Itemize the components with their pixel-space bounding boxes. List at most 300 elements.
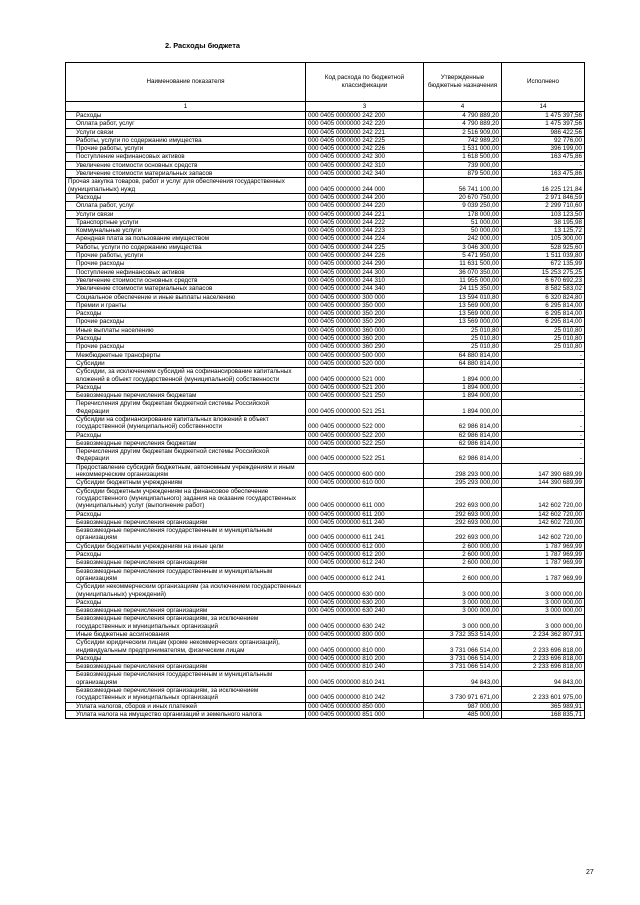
column-number: 3 (306, 102, 424, 112)
row-name-cell: Прочие расходы (66, 343, 306, 351)
row-executed-cell: - (502, 448, 585, 464)
table-row (66, 202, 585, 210)
row-name-cell: Расходы (66, 598, 306, 606)
row-executed-cell: 1 787 969,99 (502, 551, 585, 559)
table-row (66, 318, 585, 326)
row-approved-cell: 2 600 000,00 (424, 551, 502, 559)
table-row (66, 479, 585, 487)
table-row (66, 351, 585, 359)
row-name-cell: Расходы (66, 310, 306, 318)
row-approved-cell: 62 986 814,00 (424, 431, 502, 439)
row-approved-cell: 1 894 000,00 (424, 368, 502, 384)
row-name-cell: Прочие расходы (66, 318, 306, 326)
row-code-cell: 000 0405 0000000 244 290 (306, 260, 424, 268)
row-name-cell: Субсидии некоммерческим организациям (за исключением государственных (муниципальных) учреждений) (66, 583, 306, 599)
row-name-cell: Расходы (66, 654, 306, 662)
row-name-cell: Безвозмездные перечисления бюджетам (66, 392, 306, 400)
row-name-cell: Безвозмездные перечисления организациям (66, 607, 306, 615)
row-code-cell: 000 0405 0000000 611 000 (306, 487, 424, 510)
row-approved-cell: 13 569 000,00 (424, 310, 502, 318)
row-approved-cell: 3 000 000,00 (424, 615, 502, 631)
page-number: 27 (586, 869, 594, 876)
row-approved-cell: 11 955 000,00 (424, 276, 502, 284)
row-approved-cell: 20 670 750,00 (424, 193, 502, 201)
row-code-cell: 000 0405 0000000 242 221 (306, 128, 424, 136)
row-code-cell: 000 0405 0000000 612 240 (306, 559, 424, 567)
row-name-cell: Услуги связи (66, 128, 306, 136)
table-row (66, 285, 585, 293)
table-row (66, 128, 585, 136)
row-approved-cell: 25 010,80 (424, 343, 502, 351)
row-executed-cell: 105 300,00 (502, 235, 585, 243)
row-executed-cell: 25 010,80 (502, 335, 585, 343)
row-code-cell: 000 0405 0000000 630 200 (306, 598, 424, 606)
row-code-cell: 000 0405 0000000 360 290 (306, 343, 424, 351)
row-name-cell: Расходы (66, 510, 306, 518)
row-approved-cell: 50 000,00 (424, 227, 502, 235)
row-executed-cell: - (502, 359, 585, 367)
row-code-cell: 000 0405 0000000 630 000 (306, 583, 424, 599)
row-executed-cell: 6 670 692,23 (502, 276, 585, 284)
table-row (66, 448, 585, 464)
row-code-cell: 000 0405 0000000 350 290 (306, 318, 424, 326)
row-name-cell: Коммунальные услуги (66, 227, 306, 235)
row-approved-cell: 3 046 300,00 (424, 243, 502, 251)
row-code-cell: 000 0405 0000000 242 225 (306, 136, 424, 144)
table-row (66, 583, 585, 599)
row-code-cell: 000 0405 0000000 520 000 (306, 359, 424, 367)
row-code-cell: 000 0405 0000000 244 225 (306, 243, 424, 251)
row-executed-cell: 2 234 362 807,91 (502, 631, 585, 639)
row-approved-cell: 292 693 000,00 (424, 527, 502, 543)
row-code-cell: 000 0405 0000000 612 241 (306, 567, 424, 583)
row-name-cell: Иные бюджетные ассигнования (66, 631, 306, 639)
table-row (66, 193, 585, 201)
row-code-cell: 000 0405 0000000 242 310 (306, 161, 424, 169)
row-approved-cell: 3 000 000,00 (424, 598, 502, 606)
row-code-cell: 000 0405 0000000 522 251 (306, 448, 424, 464)
row-code-cell: 000 0405 0000000 522 250 (306, 439, 424, 447)
row-code-cell: 000 0405 0000000 242 200 (306, 112, 424, 120)
row-code-cell: 000 0405 0000000 521 200 (306, 383, 424, 391)
table-row (66, 392, 585, 400)
row-executed-cell: 142 602 720,00 (502, 510, 585, 518)
row-code-cell: 000 0405 0000000 630 240 (306, 607, 424, 615)
row-code-cell: 000 0405 0000000 521 251 (306, 400, 424, 416)
row-executed-cell: 142 602 720,00 (502, 487, 585, 510)
row-name-cell: Субсидии юридическим лицам (кроме некоммерческих организаций), индивидуальным предпринимателям, физическим лицам (66, 639, 306, 655)
row-code-cell: 000 0405 0000000 522 000 (306, 415, 424, 431)
row-approved-cell: 1 531 000,00 (424, 145, 502, 153)
row-approved-cell: 56 741 100,00 (424, 178, 502, 194)
row-code-cell: 000 0405 0000000 242 226 (306, 145, 424, 153)
row-code-cell: 000 0405 0000000 244 224 (306, 235, 424, 243)
row-approved-cell: 3 000 000,00 (424, 583, 502, 599)
table-row (66, 567, 585, 583)
row-executed-cell: 6 295 814,00 (502, 301, 585, 309)
row-executed-cell: 25 010,80 (502, 343, 585, 351)
row-executed-cell: 396 199,00 (502, 145, 585, 153)
row-code-cell: 000 0405 0000000 244 300 (306, 268, 424, 276)
row-code-cell: 000 0405 0000000 242 220 (306, 120, 424, 128)
row-approved-cell: 5 471 950,00 (424, 252, 502, 260)
section-title: 2. Расходы бюджета (165, 41, 240, 50)
table-row (66, 227, 585, 235)
row-executed-cell: 16 225 121,84 (502, 178, 585, 194)
row-approved-cell: 2 600 000,00 (424, 559, 502, 567)
table-row (66, 252, 585, 260)
row-executed-cell: 142 602 720,00 (502, 527, 585, 543)
table-row (66, 463, 585, 479)
row-code-cell: 000 0405 0000000 242 300 (306, 153, 424, 161)
row-executed-cell: 94 843,00 (502, 671, 585, 687)
row-name-cell: Увеличение стоимости материальных запасов (66, 170, 306, 178)
column-number: 1 (66, 102, 306, 112)
row-name-cell: Увеличение стоимости основных средств (66, 276, 306, 284)
row-executed-cell: 15 253 275,25 (502, 268, 585, 276)
row-approved-cell: 292 693 000,00 (424, 518, 502, 526)
row-executed-cell: 528 925,60 (502, 243, 585, 251)
row-executed-cell: 1 787 969,99 (502, 559, 585, 567)
table-row (66, 654, 585, 662)
table-row (66, 687, 585, 703)
row-code-cell: 000 0405 0000000 810 241 (306, 671, 424, 687)
row-approved-cell: 292 693 000,00 (424, 510, 502, 518)
table-row (66, 383, 585, 391)
table-row (66, 178, 585, 194)
row-name-cell: Арендная плата за пользование имуществом (66, 235, 306, 243)
row-name-cell: Прочие работы, услуги (66, 145, 306, 153)
row-code-cell: 000 0405 0000000 810 242 (306, 687, 424, 703)
row-name-cell: Безвозмездные перечисления организациям (66, 518, 306, 526)
row-approved-cell: 298 293 000,00 (424, 463, 502, 479)
row-code-cell: 000 0405 0000000 244 226 (306, 252, 424, 260)
table-row (66, 326, 585, 334)
row-code-cell: 000 0405 0000000 600 000 (306, 463, 424, 479)
row-code-cell: 000 0405 0000000 851 000 (306, 710, 424, 718)
row-name-cell: Субсидии бюджетным учреждениям на финансовое обеспечение государственного (муниципального) задания на оказание государственных (муниципальных) услуг (выполнение работ) (66, 487, 306, 510)
row-approved-cell: 3 730 971 671,00 (424, 687, 502, 703)
column-number: 4 (424, 102, 502, 112)
row-approved-cell: 62 986 814,00 (424, 415, 502, 431)
row-name-cell: Поступление нефинансовых активов (66, 153, 306, 161)
row-executed-cell: 25 010,80 (502, 326, 585, 334)
row-name-cell: Работы, услуги по содержанию имущества (66, 243, 306, 251)
row-code-cell: 000 0405 0000000 810 200 (306, 654, 424, 662)
row-approved-cell: 94 843,00 (424, 671, 502, 687)
row-name-cell: Оплата работ, услуг (66, 202, 306, 210)
row-code-cell: 000 0405 0000000 244 221 (306, 210, 424, 218)
column-number-row (66, 102, 585, 112)
table-row (66, 210, 585, 218)
row-approved-cell: 4 790 889,20 (424, 120, 502, 128)
row-executed-cell: 2 233 696 818,00 (502, 654, 585, 662)
row-executed-cell: 1 475 397,56 (502, 112, 585, 120)
header-approved: Утвержденные бюджетные назначения (424, 63, 502, 102)
row-name-cell: Расходы (66, 193, 306, 201)
row-code-cell: 000 0405 0000000 611 241 (306, 527, 424, 543)
table-row (66, 400, 585, 416)
table-row (66, 145, 585, 153)
row-approved-cell: 62 986 814,00 (424, 448, 502, 464)
table-row (66, 276, 585, 284)
row-executed-cell: 672 135,99 (502, 260, 585, 268)
row-name-cell: Услуги связи (66, 210, 306, 218)
row-executed-cell: - (502, 392, 585, 400)
row-approved-cell: 178 000,00 (424, 210, 502, 218)
header-code: Код расхода по бюджетной классификации (306, 63, 424, 102)
row-code-cell: 000 0405 0000000 612 200 (306, 551, 424, 559)
row-code-cell: 000 0405 0000000 350 200 (306, 310, 424, 318)
row-code-cell: 000 0405 0000000 610 000 (306, 479, 424, 487)
row-code-cell: 000 0405 0000000 244 310 (306, 276, 424, 284)
row-executed-cell: - (502, 351, 585, 359)
table-row (66, 607, 585, 615)
table-row (66, 359, 585, 367)
row-executed-cell: 2 299 710,60 (502, 202, 585, 210)
row-name-cell: Расходы (66, 335, 306, 343)
table-row (66, 431, 585, 439)
row-approved-cell: 742 989,20 (424, 136, 502, 144)
row-executed-cell: 38 195,98 (502, 218, 585, 226)
row-code-cell: 000 0405 0000000 611 200 (306, 510, 424, 518)
row-name-cell: Расходы (66, 112, 306, 120)
column-number: 14 (502, 102, 585, 112)
row-approved-cell: 51 000,00 (424, 218, 502, 226)
row-executed-cell: 6 295 814,00 (502, 310, 585, 318)
row-code-cell: 000 0405 0000000 242 340 (306, 170, 424, 178)
row-approved-cell: 25 010,80 (424, 326, 502, 334)
table-row (66, 551, 585, 559)
row-executed-cell: 144 390 689,99 (502, 479, 585, 487)
row-name-cell: Безвозмездные перечисления организациям (66, 663, 306, 671)
table-row (66, 487, 585, 510)
table-row (66, 310, 585, 318)
row-code-cell: 000 0405 0000000 360 200 (306, 335, 424, 343)
expenses-table (65, 62, 585, 719)
row-approved-cell: 13 594 010,80 (424, 293, 502, 301)
row-approved-cell: 9 039 250,00 (424, 202, 502, 210)
row-name-cell: Безвозмездные перечисления организациям, за исключением государственных и муниципальных организаций (66, 687, 306, 703)
row-code-cell: 000 0405 0000000 850 000 (306, 702, 424, 710)
row-executed-cell: 6 320 824,80 (502, 293, 585, 301)
row-approved-cell: 62 986 814,00 (424, 439, 502, 447)
table-row (66, 663, 585, 671)
row-executed-cell: 2 233 696 818,00 (502, 639, 585, 655)
row-approved-cell: 25 010,80 (424, 335, 502, 343)
row-code-cell: 000 0405 0000000 244 220 (306, 202, 424, 210)
row-executed-cell: 1 787 969,99 (502, 567, 585, 583)
row-name-cell: Прочие работы, услуги (66, 252, 306, 260)
table-row (66, 702, 585, 710)
header-row (66, 63, 585, 102)
table-row (66, 136, 585, 144)
table-row (66, 268, 585, 276)
row-name-cell: Расходы (66, 383, 306, 391)
row-name-cell: Уплата налогов, сборов и иных платежей (66, 702, 306, 710)
row-executed-cell: 103 123,50 (502, 210, 585, 218)
row-code-cell: 000 0405 0000000 810 240 (306, 663, 424, 671)
row-code-cell: 000 0405 0000000 611 240 (306, 518, 424, 526)
table-row (66, 161, 585, 169)
row-name-cell: Субсидии бюджетным учреждениям на иные цели (66, 542, 306, 550)
row-name-cell: Субсидии (66, 359, 306, 367)
row-name-cell: Социальное обеспечение и иные выплаты населению (66, 293, 306, 301)
row-name-cell: Безвозмездные перечисления государственным и муниципальным организациям (66, 567, 306, 583)
table-row (66, 301, 585, 309)
row-name-cell: Расходы (66, 551, 306, 559)
row-name-cell: Оплата работ, услуг (66, 120, 306, 128)
row-approved-cell: 3 731 066 514,00 (424, 663, 502, 671)
row-code-cell: 000 0405 0000000 244 000 (306, 178, 424, 194)
row-name-cell: Уплата налога на имущество организаций и земельного налога (66, 710, 306, 718)
table-row (66, 153, 585, 161)
row-executed-cell: - (502, 415, 585, 431)
row-approved-cell: 3 731 066 514,00 (424, 654, 502, 662)
row-name-cell: Транспортные услуги (66, 218, 306, 226)
row-name-cell: Премии и гранты (66, 301, 306, 309)
row-approved-cell: 11 631 500,00 (424, 260, 502, 268)
row-approved-cell: 1 894 000,00 (424, 392, 502, 400)
row-executed-cell: 2 233 696 818,00 (502, 663, 585, 671)
row-name-cell: Расходы (66, 431, 306, 439)
row-executed-cell: 2 971 846,59 (502, 193, 585, 201)
table-row (66, 335, 585, 343)
row-name-cell: Безвозмездные перечисления бюджетам (66, 439, 306, 447)
row-approved-cell: 2 600 000,00 (424, 542, 502, 550)
table-row (66, 260, 585, 268)
row-code-cell: 000 0405 0000000 522 200 (306, 431, 424, 439)
table-row (66, 243, 585, 251)
table-row (66, 112, 585, 120)
row-code-cell: 000 0405 0000000 800 000 (306, 631, 424, 639)
row-name-cell: Безвозмездные перечисления государственным и муниципальным организациям (66, 671, 306, 687)
row-code-cell: 000 0405 0000000 360 000 (306, 326, 424, 334)
row-name-cell: Безвозмездные перечисления государственным и муниципальным организациям (66, 527, 306, 543)
row-executed-cell: 163 475,86 (502, 153, 585, 161)
row-approved-cell: 485 000,00 (424, 710, 502, 718)
table-row (66, 218, 585, 226)
row-approved-cell: 1 894 000,00 (424, 383, 502, 391)
row-executed-cell: - (502, 368, 585, 384)
row-executed-cell: 1 475 397,56 (502, 120, 585, 128)
table-row (66, 510, 585, 518)
row-name-cell: Увеличение стоимости материальных запасов (66, 285, 306, 293)
row-approved-cell: 3 000 000,00 (424, 607, 502, 615)
row-executed-cell: - (502, 161, 585, 169)
row-executed-cell: 2 233 601 975,00 (502, 687, 585, 703)
row-approved-cell: 13 569 000,00 (424, 318, 502, 326)
table-row (66, 415, 585, 431)
row-approved-cell: 4 790 889,20 (424, 112, 502, 120)
table-row (66, 439, 585, 447)
row-executed-cell: - (502, 383, 585, 391)
table-row (66, 615, 585, 631)
row-executed-cell: - (502, 431, 585, 439)
row-executed-cell: 986 422,56 (502, 128, 585, 136)
row-name-cell: Предоставление субсидий бюджетным, автономным учреждениям и иным некоммерческим организациям (66, 463, 306, 479)
row-approved-cell: 64 880 814,00 (424, 359, 502, 367)
row-code-cell: 000 0405 0000000 500 000 (306, 351, 424, 359)
row-name-cell: Безвозмездные перечисления организациям, за исключением государственных и муниципальных организаций (66, 615, 306, 631)
table-row (66, 559, 585, 567)
row-name-cell: Субсидии бюджетным учреждениям (66, 479, 306, 487)
table-row (66, 235, 585, 243)
row-approved-cell: 1 618 500,00 (424, 153, 502, 161)
row-code-cell: 000 0405 0000000 244 223 (306, 227, 424, 235)
row-approved-cell: 13 569 000,00 (424, 301, 502, 309)
row-executed-cell: 3 000 000,00 (502, 615, 585, 631)
row-executed-cell: 3 000 000,00 (502, 607, 585, 615)
row-executed-cell: - (502, 439, 585, 447)
row-approved-cell: 295 293 000,00 (424, 479, 502, 487)
row-approved-cell: 64 880 814,00 (424, 351, 502, 359)
row-name-cell: Перечисления другим бюджетам бюджетной системы Российской Федерации (66, 400, 306, 416)
row-name-cell: Увеличение стоимости основных средств (66, 161, 306, 169)
header-name: Наименование показателя (66, 63, 306, 102)
row-executed-cell: 6 295 814,00 (502, 318, 585, 326)
row-executed-cell: 3 000 000,00 (502, 583, 585, 599)
row-code-cell: 000 0405 0000000 630 242 (306, 615, 424, 631)
row-executed-cell: 163 475,86 (502, 170, 585, 178)
row-approved-cell: 3 731 066 514,00 (424, 639, 502, 655)
header-executed: Исполнено (502, 63, 585, 102)
row-approved-cell: 2 600 000,00 (424, 567, 502, 583)
row-executed-cell: 92 776,00 (502, 136, 585, 144)
row-code-cell: 000 0405 0000000 350 000 (306, 301, 424, 309)
table-row (66, 527, 585, 543)
table-row (66, 120, 585, 128)
row-name-cell: Межбюджетные трансферты (66, 351, 306, 359)
table-row (66, 343, 585, 351)
row-executed-cell: 365 989,91 (502, 702, 585, 710)
row-code-cell: 000 0405 0000000 244 200 (306, 193, 424, 201)
row-executed-cell: - (502, 400, 585, 416)
row-name-cell: Прочая закупка товаров, работ и услуг для обеспечения государственных (муниципальных) нужд (66, 178, 306, 194)
row-code-cell: 000 0405 0000000 244 222 (306, 218, 424, 226)
row-approved-cell: 987 000,00 (424, 702, 502, 710)
row-executed-cell: 3 000 000,00 (502, 598, 585, 606)
row-approved-cell: 2 516 909,00 (424, 128, 502, 136)
table-row (66, 542, 585, 550)
row-executed-cell: 1 787 969,99 (502, 542, 585, 550)
table-row (66, 639, 585, 655)
table-row (66, 671, 585, 687)
row-approved-cell: 24 115 350,00 (424, 285, 502, 293)
table-row (66, 293, 585, 301)
row-executed-cell: 168 835,71 (502, 710, 585, 718)
row-executed-cell: 1 511 039,80 (502, 252, 585, 260)
row-name-cell: Прочие расходы (66, 260, 306, 268)
row-code-cell: 000 0405 0000000 244 340 (306, 285, 424, 293)
row-name-cell: Поступление нефинансовых активов (66, 268, 306, 276)
row-name-cell: Иные выплаты населению (66, 326, 306, 334)
row-approved-cell: 3 732 353 514,00 (424, 631, 502, 639)
row-executed-cell: 8 582 583,02 (502, 285, 585, 293)
row-approved-cell: 242 000,00 (424, 235, 502, 243)
row-executed-cell: 147 390 689,99 (502, 463, 585, 479)
table-row (66, 170, 585, 178)
row-name-cell: Безвозмездные перечисления организациям (66, 559, 306, 567)
row-approved-cell: 879 500,00 (424, 170, 502, 178)
table-row (66, 518, 585, 526)
row-name-cell: Субсидии на софинансирование капитальных вложений в объект государственной (муниципальной) собственности (66, 415, 306, 431)
table-row (66, 598, 585, 606)
row-code-cell: 000 0405 0000000 521 250 (306, 392, 424, 400)
row-approved-cell: 1 894 000,00 (424, 400, 502, 416)
row-code-cell: 000 0405 0000000 300 000 (306, 293, 424, 301)
row-code-cell: 000 0405 0000000 521 000 (306, 368, 424, 384)
